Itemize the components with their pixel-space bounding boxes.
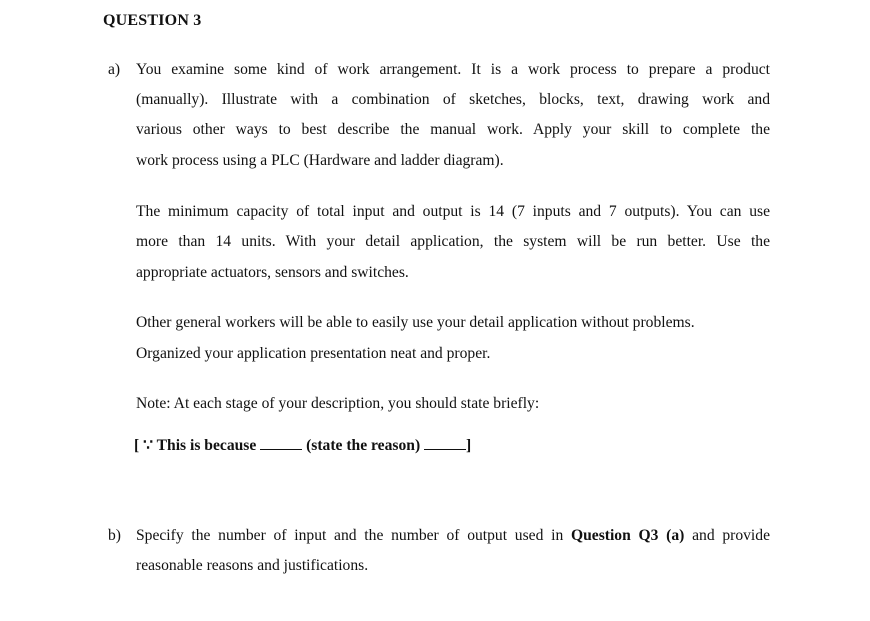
part-a-para3-line1: Other general workers will be able to easily use your detail application without problems. bbox=[136, 314, 695, 331]
part-b-line2: reasonable reasons and justifications. bbox=[136, 557, 369, 574]
part-b-line1-pre: Specify the number of input and the number of output used in bbox=[136, 527, 571, 544]
part-a-para1-line4: work process using a PLC (Hardware and ladder diagram). bbox=[136, 152, 504, 169]
part-a-para1-line1: You examine some kind of work arrangement. It is a work process to prepare a product bbox=[136, 61, 770, 78]
reason-template-close: ] bbox=[466, 437, 472, 454]
part-a-para2-line2: more than 14 units. With your detail application, the system will be run better. Use the bbox=[136, 233, 770, 250]
part-b-line1-bold: Question Q3 (a) bbox=[570, 527, 685, 544]
reason-blank-2 bbox=[424, 448, 466, 450]
reason-template-open: [ ∵ This is because bbox=[134, 437, 257, 454]
reason-template bbox=[134, 436, 471, 455]
part-a-para2-line3: appropriate actuators, sensors and switches. bbox=[136, 264, 409, 281]
part-a-para3-line2: Organized your application presentation neat and proper. bbox=[136, 345, 491, 362]
part-a-marker: a) bbox=[108, 61, 121, 78]
part-a-para1-line3: various other ways to best describe the manual work. Apply your skill to complete the bbox=[136, 121, 770, 138]
reason-template-middle: (state the reason) bbox=[306, 437, 421, 454]
part-a-para1-line2: (manually). Illustrate with a combination of sketches, blocks, text, drawing work and bbox=[136, 91, 770, 108]
part-b-line1-post: and provide bbox=[684, 527, 770, 544]
question-title: QUESTION 3 bbox=[103, 12, 202, 29]
part-a-para2-line1: The minimum capacity of total input and output is 14 (7 inputs and 7 outputs). You can use bbox=[136, 203, 770, 220]
reason-blank-1 bbox=[260, 448, 302, 450]
part-a-note: Note: At each stage of your description, you should state briefly: bbox=[136, 395, 540, 412]
part-b-line1 bbox=[136, 527, 770, 545]
part-b-marker: b) bbox=[108, 527, 121, 544]
